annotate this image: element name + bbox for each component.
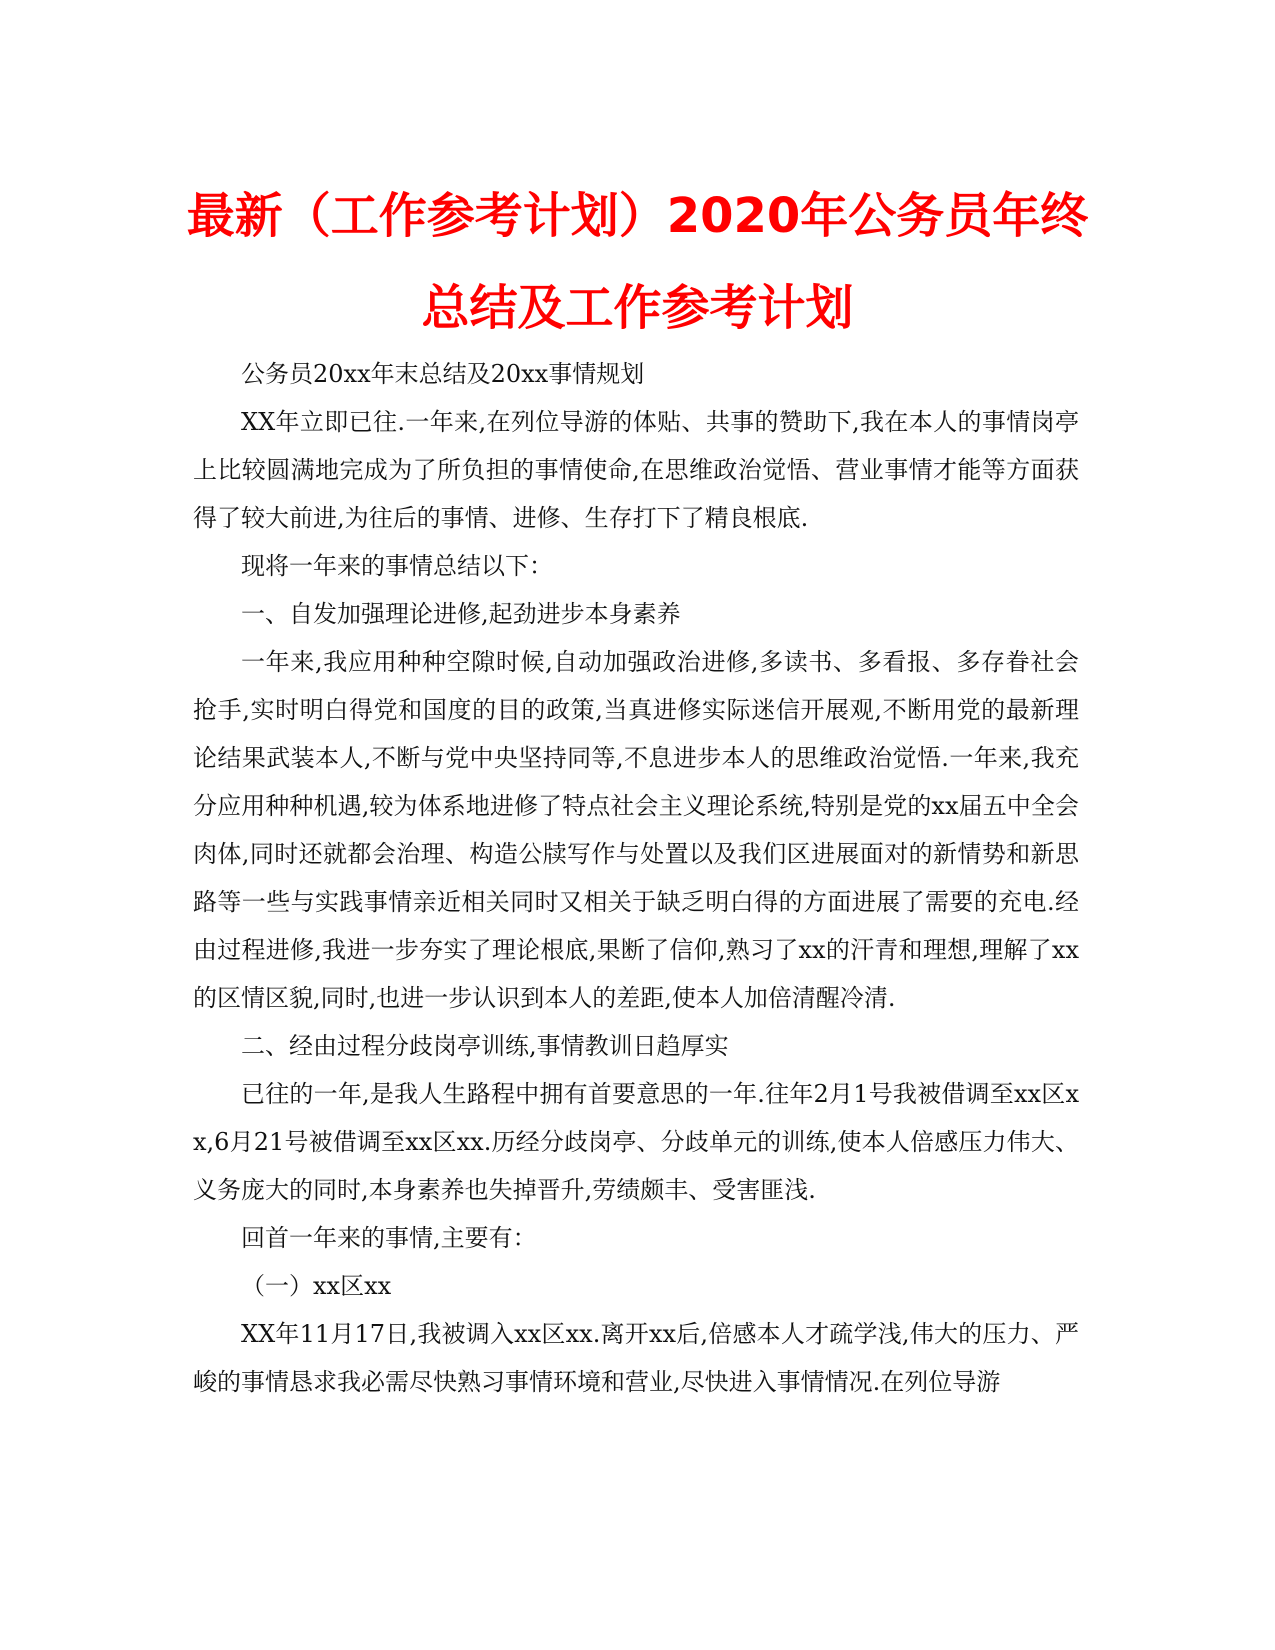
section-heading-1: 一、自发加强理论进修,起劲进步本身素养 [241,600,681,628]
paragraph-review-lead: 回首一年来的事情,主要有： [241,1224,537,1252]
paragraph-subsection-1: XX年11月17日,我被调入xx区xx.离开xx后,倍感本人才疏学浅,伟大的压力、严峻的事情恳求我必需尽快熟习事情环境和营业,尽快进入事情情况.在列位导游 [193,1320,1079,1396]
document-title [150,170,1125,354]
paragraph-section-1: 一年来,我应用种种空隙时候,自动加强政治进修,多读书、多看报、多存眷社会抢手,实时明白得党和国度的目的政策,当真进修实际迷信开展观,不断用党的最新理论结果武装本人,不断与党中央坚持同等,不息进步本人的思维政治觉悟.一年来,我充分应用种种机遇,较为体系地进修了特点社会主义理论系统,特别是党的xx届五中全会肉体,同时还就都会治理、构造公牍写作与处置以及我们区进展面对的新情势和新思路等一些与实践事情亲近相关同时又相关于缺乏明白得的方面进展了需要的充电.经由过程进修,我进一步夯实了理论根底,果断了信仰,熟习了xx的汗青和理想,理解了xx的区情区貌,同时,也进一步认识到本人的差距,使本人加倍清醒冷清. [193,648,1079,1012]
document-body [193,350,1079,1406]
subsection-heading-1: （一）xx区xx [241,1272,392,1300]
title-line-2: 总结及工作参考计划 [421,280,854,336]
section-heading-2: 二、经由过程分歧岗亭训练,事情教训日趋厚实 [241,1032,729,1060]
title-line-1: 最新（工作参考计划）2020年公务员年终 [186,188,1089,244]
paragraph-intro: XX年立即已往.一年来,在列位导游的体贴、共事的赞助下,我在本人的事情岗亭上比较圆满地完成为了所负担的事情使命,在思维政治觉悟、营业事情才能等方面获得了较大前进,为往后的事情、进修、生存打下了精良根底. [193,408,1079,532]
paragraph-section-2: 已往的一年,是我人生路程中拥有首要意思的一年.往年2月1号我被借调至xx区xx,6月21号被借调至xx区xx.历经分歧岗亭、分歧单元的训练,使本人倍感压力伟大、义务庞大的同时,本身素养也失掉晋升,劳绩颇丰、受害匪浅. [193,1080,1079,1204]
paragraph-summary-lead: 现将一年来的事情总结以下： [241,552,553,580]
paragraph-subtitle: 公务员20xx年末总结及20xx事情规划 [241,360,645,388]
